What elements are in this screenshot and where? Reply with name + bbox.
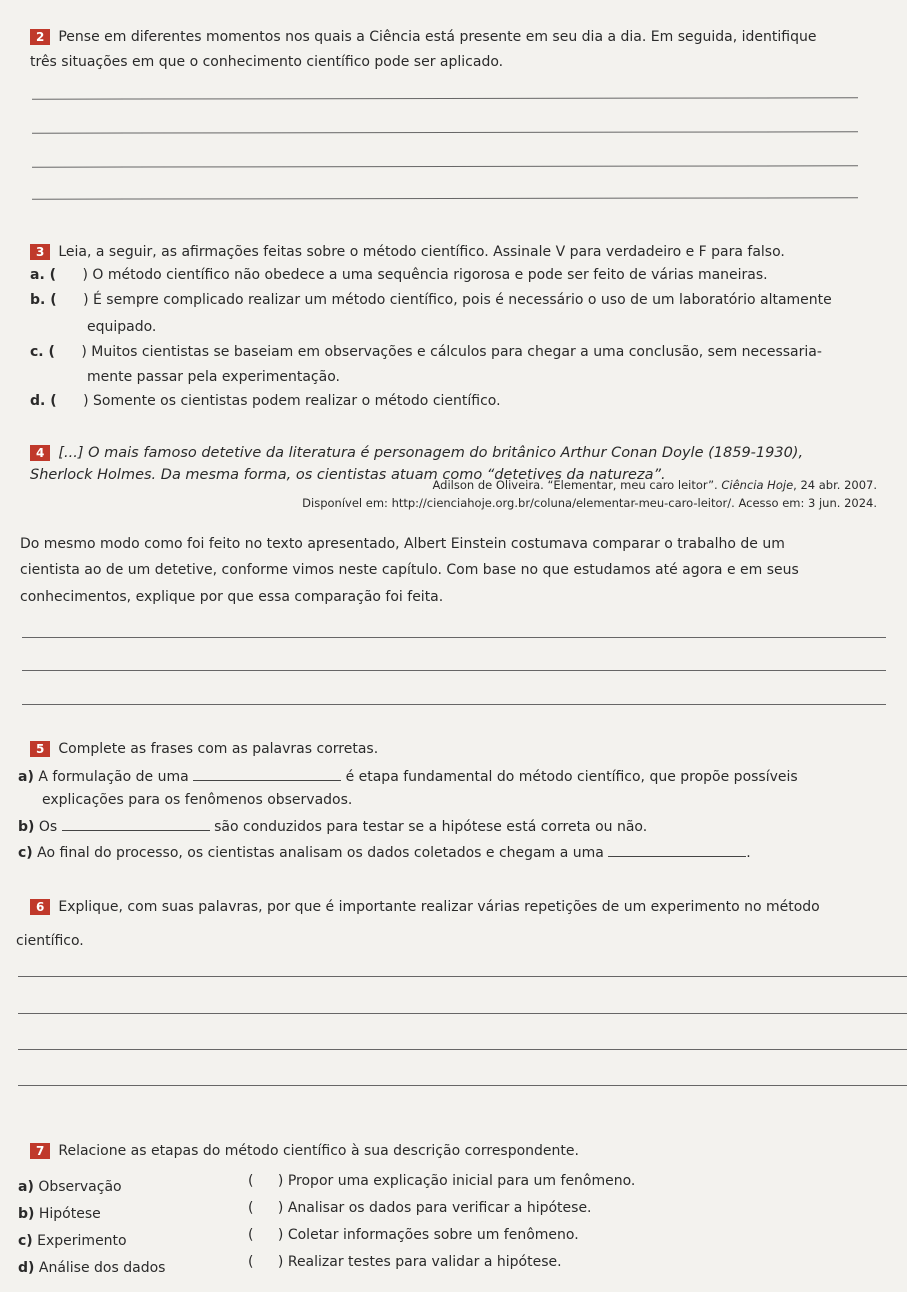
q5-item-c-period: . [746, 845, 751, 861]
q7-prompt [30, 1142, 579, 1160]
q7-left-a-text: Observação [38, 1179, 122, 1195]
q5-item-c-pre: Ao final do processo, os cientistas analisam os dados coletados e chegam a uma [37, 845, 604, 861]
q3-item-d [30, 392, 501, 410]
q7-number-badge: 7 [30, 1143, 50, 1159]
q5-blank-b[interactable] [62, 816, 210, 831]
q2-answer-line-4[interactable] [32, 197, 858, 199]
q5-item-a-pre: A formulação de uma [38, 769, 189, 785]
q4-body-2: cientista ao de um detetive, conforme vimos neste capítulo. Com base no que estudamos até agora e em seus [20, 562, 799, 578]
q7-right-4-text: Realizar testes para validar a hipótese. [287, 1254, 562, 1270]
q4-citation-url: Disponível em: http://cienciahoje.org.br/coluna/elementar-meu-caro-leitor/. Acesso em: 3 jun. 2024. [302, 496, 877, 510]
q4-body-3: conhecimentos, explique por que essa comparação foi feita. [20, 589, 444, 605]
q3-item-c-text-2: mente passar pela experimentação. [87, 369, 340, 385]
q7-left-a-label: a) [18, 1179, 34, 1195]
q3-item-d-label: d. ( [30, 393, 57, 409]
q5-prompt-text: Complete as frases com as palavras corretas. [58, 741, 379, 757]
q7-right-4 [248, 1253, 562, 1271]
q6-answer-line-1[interactable] [18, 976, 907, 977]
q4-citation-date: , 24 abr. 2007. [793, 478, 877, 492]
q7-right-4-close: ) [277, 1254, 284, 1270]
q7-left-b-label: b) [18, 1206, 35, 1222]
q3-prompt-text: Leia, a seguir, as afirmações feitas sobre o método científico. Assinale V para verdadeiro e F para falso. [58, 244, 785, 260]
q4-answer-line-1[interactable] [22, 637, 886, 638]
q3-item-d-close: ) [83, 393, 89, 409]
q7-right-3-text: Coletar informações sobre um fenômeno. [287, 1227, 579, 1243]
q7-right-3 [248, 1226, 579, 1244]
q5-blank-a[interactable] [193, 766, 341, 781]
q2-answer-line-1[interactable] [32, 97, 858, 99]
q6-answer-line-3[interactable] [18, 1049, 907, 1050]
q7-right-3-open: ( [248, 1227, 254, 1243]
q3-item-b-label: b. ( [30, 292, 57, 308]
q3-item-a-close: ) [82, 267, 88, 283]
q4-number-badge: 4 [30, 445, 50, 461]
q7-left-c-label: c) [18, 1233, 33, 1249]
q6-answer-line-4[interactable] [18, 1085, 907, 1086]
q3-item-d-text: Somente os cientistas podem realizar o método científico. [93, 393, 501, 409]
q4-citation [433, 478, 878, 492]
q2-answer-line-3[interactable] [32, 165, 858, 167]
q5-item-b [18, 816, 647, 836]
q7-prompt-text: Relacione as etapas do método científico à sua descrição correspondente. [58, 1143, 579, 1159]
q3-item-b-text: É sempre complicado realizar um método científico, pois é necessário o uso de um laboratório altamente [93, 292, 832, 308]
q7-left-b-text: Hipótese [38, 1206, 101, 1222]
q5-item-a [18, 766, 798, 786]
q7-right-4-open: ( [248, 1254, 254, 1270]
q3-item-c-close: ) [81, 344, 87, 360]
q4-answer-line-2[interactable] [22, 670, 886, 671]
q3-item-c [30, 343, 822, 361]
q3-number-badge: 3 [30, 244, 50, 260]
q7-right-2-open: ( [248, 1200, 254, 1216]
q7-right-1-text: Propor uma explicação inicial para um fenômeno. [287, 1173, 636, 1189]
q7-right-1-close: ) [277, 1173, 284, 1189]
q3-item-c-label: c. ( [30, 344, 55, 360]
q7-left-d [18, 1259, 165, 1277]
q7-left-d-label: d) [18, 1260, 35, 1276]
q7-left-c [18, 1232, 127, 1250]
q4-citation-source: Ciência Hoje [721, 478, 794, 492]
q5-item-a-label: a) [18, 769, 34, 785]
q3-item-a [30, 266, 768, 284]
q5-item-b-post: são conduzidos para testar se a hipótese está correta ou não. [214, 819, 648, 835]
q5-item-b-pre: Os [38, 819, 58, 835]
q4-body-1: Do mesmo modo como foi feito no texto apresentado, Albert Einstein costumava comparar o trabalho de um [20, 536, 785, 552]
q2-line2: três situações em que o conhecimento científico pode ser aplicado. [30, 54, 504, 70]
q2-text-1: Pense em diferentes momentos nos quais a Ciência está presente em seu dia a dia. Em seguida, identifique [58, 29, 817, 45]
q7-left-a [18, 1178, 122, 1196]
q5-item-a-line2: explicações para os fenômenos observados. [42, 792, 353, 808]
q5-item-c [18, 842, 751, 862]
q5-blank-c[interactable] [608, 842, 746, 857]
q6-line2: científico. [16, 933, 84, 949]
q3-item-b-text-2: equipado. [87, 319, 157, 335]
q5-item-c-label: c) [18, 845, 33, 861]
q6-line1 [30, 898, 820, 916]
q5-prompt [30, 740, 378, 758]
q7-right-2-text: Analisar os dados para verificar a hipótese. [287, 1200, 592, 1216]
q6-number-badge: 6 [30, 899, 50, 915]
q3-item-b [30, 291, 832, 309]
q7-left-c-text: Experimento [37, 1233, 127, 1249]
q2-number-badge: 2 [30, 29, 50, 45]
q4-quote-text-1: [...] O mais famoso detetive da literatura é personagem do britânico Arthur Conan Doyle (1859-1930), [58, 445, 804, 461]
q7-right-1-open: ( [248, 1173, 254, 1189]
q7-left-d-text: Análise dos dados [38, 1260, 166, 1276]
q5-item-a-post: é etapa fundamental do método científico, que propõe possíveis [345, 769, 798, 785]
q6-answer-line-2[interactable] [18, 1013, 907, 1014]
q3-prompt [30, 243, 785, 261]
q5-item-b-label: b) [18, 819, 35, 835]
q4-quote-2: Sherlock Holmes. Da mesma forma, os cientistas atuam como “detetives da natureza”. [30, 467, 666, 483]
q2-line1 [30, 28, 816, 46]
q3-item-a-text: O método científico não obedece a uma sequência rigorosa e pode ser feito de várias maneiras. [92, 267, 768, 283]
q7-right-2-close: ) [277, 1200, 284, 1216]
q2-answer-line-2[interactable] [32, 131, 858, 133]
q4-citation-author: Adilson de Oliveira. “Elementar, meu caro leitor”. [432, 478, 718, 492]
q3-item-b-close: ) [83, 292, 89, 308]
q3-item-a-label: a. ( [30, 267, 57, 283]
q6-text-1: Explique, com suas palavras, por que é importante realizar várias repetições de um experimento no método [58, 899, 820, 915]
q3-item-c-text: Muitos cientistas se baseiam em observações e cálculos para chegar a uma conclusão, sem necessaria- [91, 344, 822, 360]
q7-right-2 [248, 1199, 592, 1217]
q7-right-3-close: ) [277, 1227, 284, 1243]
q5-number-badge: 5 [30, 741, 50, 757]
q4-quote-1 [30, 444, 803, 462]
q7-left-b [18, 1205, 101, 1223]
q4-answer-line-3[interactable] [22, 704, 886, 705]
q7-right-1 [248, 1172, 635, 1190]
